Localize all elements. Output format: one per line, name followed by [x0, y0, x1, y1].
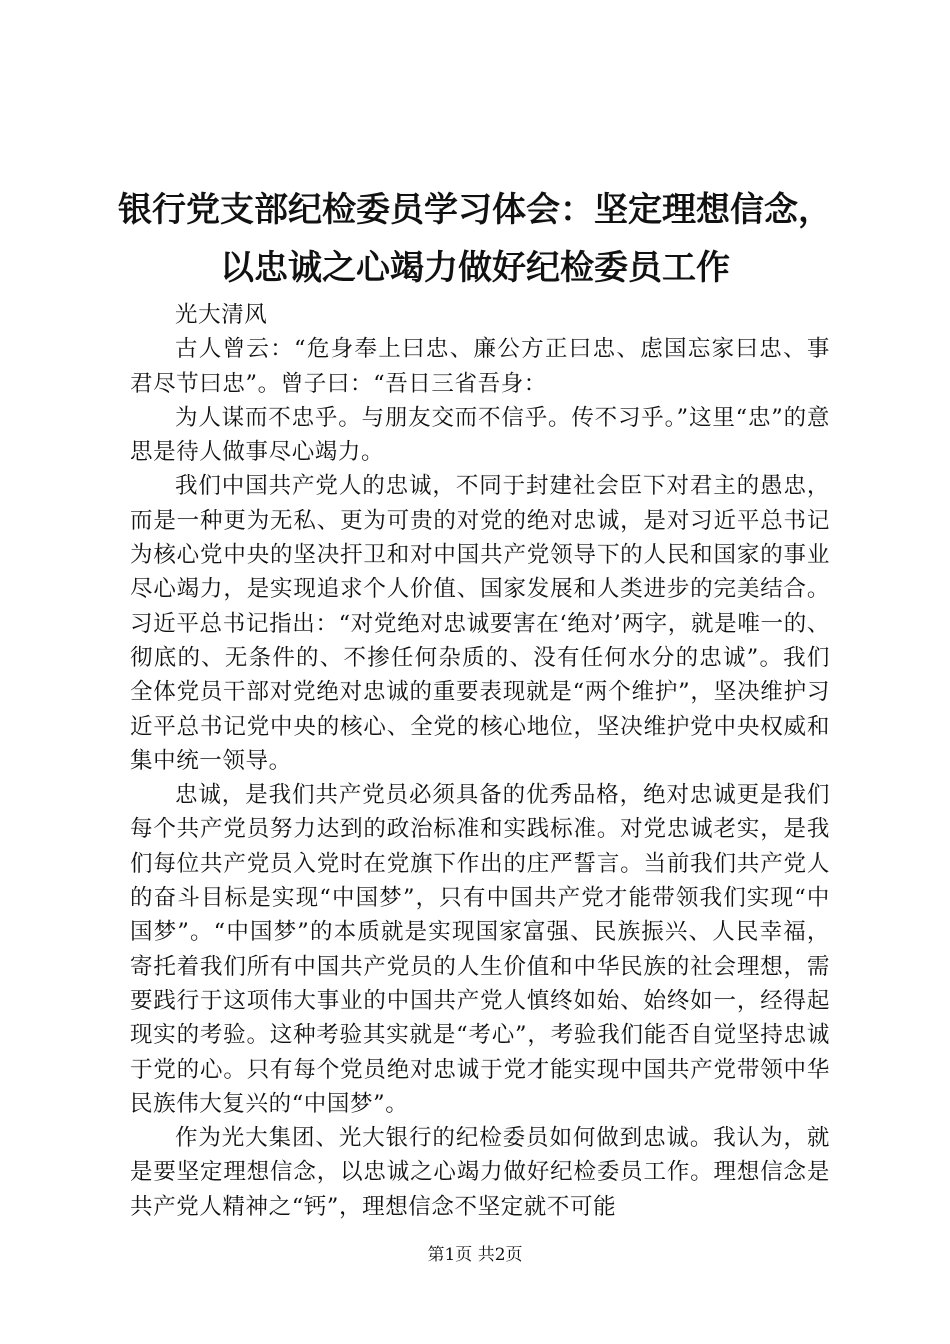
author-line: 光大清风 — [175, 302, 268, 328]
document-body — [130, 298, 830, 1224]
paragraph-4: 忠诚，是我们共产党员必须具备的优秀品格，绝对忠诚更是我们每个共产党员努力达到的政治标准和实践标准。对党忠诚老实，是我们每位共产党员入党时在党旗下作出的庄严誓言。当前我们共产党人的奋斗目标是实现“中国梦”，只有中国共产党才能带领我们实现“中国梦”。“中国梦”的本质就是实现国家富强、民族振兴、人民幸福，寄托着我们所有中国共产党员的人生价值和中华民族的社会理想，需要践行于这项伟大事业的中国共产党人慎终如始、始终如一，经得起现实的考验。这种考验其实就是“考心”，考验我们能否自觉坚持忠诚于党的心。只有每个党员绝对忠诚于党才能实现中国共产党带领中华民族伟大复兴的“中国梦”。 — [130, 782, 830, 1117]
page-number-footer: 第1页 共2页 — [427, 1245, 523, 1265]
paragraph-1: 古人曾云：“危身奉上曰忠、廉公方正曰忠、虑国忘家曰忠、事君尽节曰忠”。曾子曰：“吾日三省吾身： — [130, 336, 830, 397]
paragraph-2: 为人谋而不忠乎。与朋友交而不信乎。传不习乎。”这里“忠”的意思是待人做事尽心竭力。 — [130, 404, 830, 466]
paragraph-5: 作为光大集团、光大银行的纪检委员如何做到忠诚。我认为，就是要坚定理想信念，以忠诚之心竭力做好纪检委员工作。理想信念是共产党人精神之“钙”，理想信念不坚定就不可能 — [130, 1125, 830, 1220]
document-title-line-2: 以忠诚之心竭力做好纪检委员工作 — [220, 248, 730, 288]
paragraph-3: 我们中国共产党人的忠诚，不同于封建社会臣下对君主的愚忠，而是一种更为无私、更为可贵的对党的绝对忠诚，是对习近平总书记为核心党中央的坚决扞卫和对中国共产党领导下的人民和国家的事业尽心竭力，是实现追求个人价值、国家发展和人类进步的完美结合。习近平总书记指出：“对党绝对忠诚要害在‘绝对’两字，就是唯一的、彻底的、无条件的、不掺任何杂质的、没有任何水分的忠诚”。我们全体党员干部对党绝对忠诚的重要表现就是“两个维护”，坚决维护习近平总书记党中央的核心、全党的核心地位，坚决维护党中央权威和集中统一领导。 — [130, 473, 830, 774]
document-title-line-1: 银行党支部纪检委员学习体会：坚定理想信念， — [118, 190, 832, 230]
